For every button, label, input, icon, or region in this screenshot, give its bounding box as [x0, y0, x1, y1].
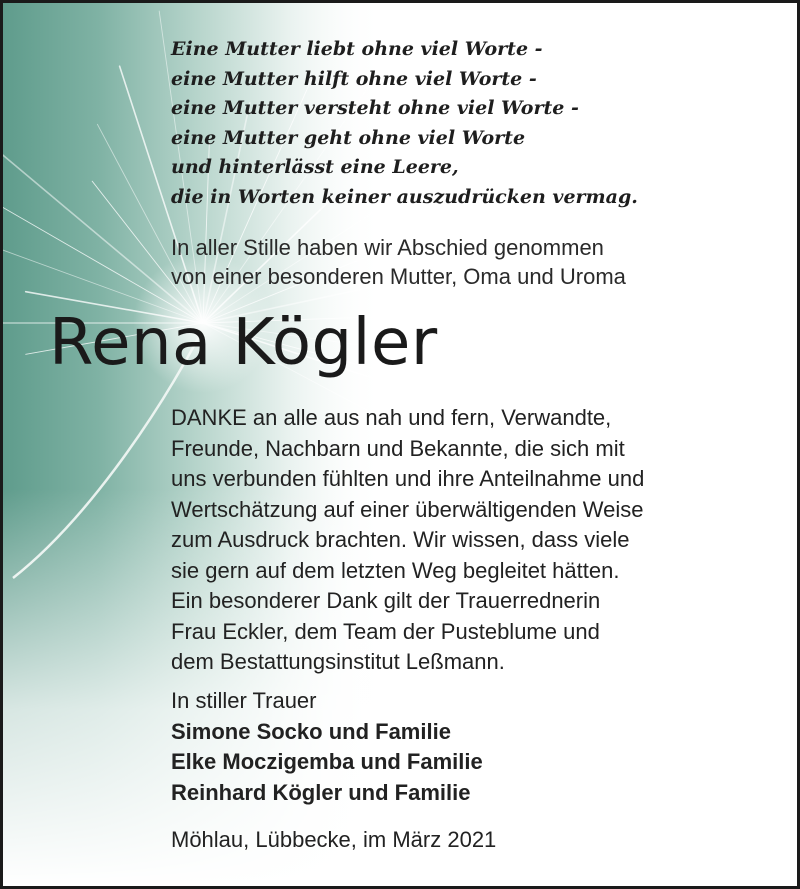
mourners-block — [171, 686, 781, 808]
thanks-line: Freunde, Nachbarn und Bekannte, die sich mit — [171, 435, 625, 461]
mourner-family: Simone Socko und Familie — [171, 718, 451, 744]
intro-line: In aller Stille haben wir Abschied genommen — [171, 235, 604, 260]
thanks-line: sie gern auf dem letzten Weg begleitet hätten. — [171, 557, 620, 583]
deceased-name: Rena Kögler — [49, 306, 438, 380]
place-and-date: Möhlau, Lübbecke, im März 2021 — [171, 827, 497, 852]
thanks-line: DANKE an alle aus nah und fern, Verwandte, — [171, 405, 612, 430]
poem-line: die in Worten keiner auszudrücken vermag. — [171, 185, 638, 208]
thanks-line: uns verbunden fühlten und ihre Anteilnahme und — [171, 466, 645, 491]
thanks-line: Frau Eckler, dem Team der Pusteblume und — [171, 618, 600, 644]
thanks-line: dem Bestattungsinstitut Leßmann. — [171, 649, 505, 674]
poem — [171, 35, 771, 212]
poem-line: Eine Mutter liebt ohne viel Worte - — [171, 38, 543, 60]
thanks-line: Ein besonderer Dank gilt der Trauerrednerin — [171, 588, 601, 613]
mourner-family: Elke Moczigemba und Familie — [171, 749, 483, 774]
notice-content — [3, 3, 797, 886]
poem-line: eine Mutter hilft ohne viel Worte - — [171, 67, 537, 90]
poem-line: eine Mutter versteht ohne viel Worte - — [171, 97, 579, 119]
mourning-heading: In stiller Trauer — [171, 688, 317, 713]
thanks-line: Wertschätzung auf einer überwältigenden Weise — [171, 496, 644, 522]
thanks-text — [171, 403, 781, 678]
poem-line: eine Mutter geht ohne viel Worte — [171, 126, 526, 149]
intro-text — [171, 233, 781, 291]
intro-line: von einer besonderen Mutter, Oma und Uroma — [171, 264, 626, 289]
mourner-family: Reinhard Kögler und Familie — [171, 779, 471, 805]
poem-line: und hinterlässt eine Leere, — [171, 156, 459, 178]
thanks-line: zum Ausdruck brachten. Wir wissen, dass viele — [171, 527, 630, 552]
